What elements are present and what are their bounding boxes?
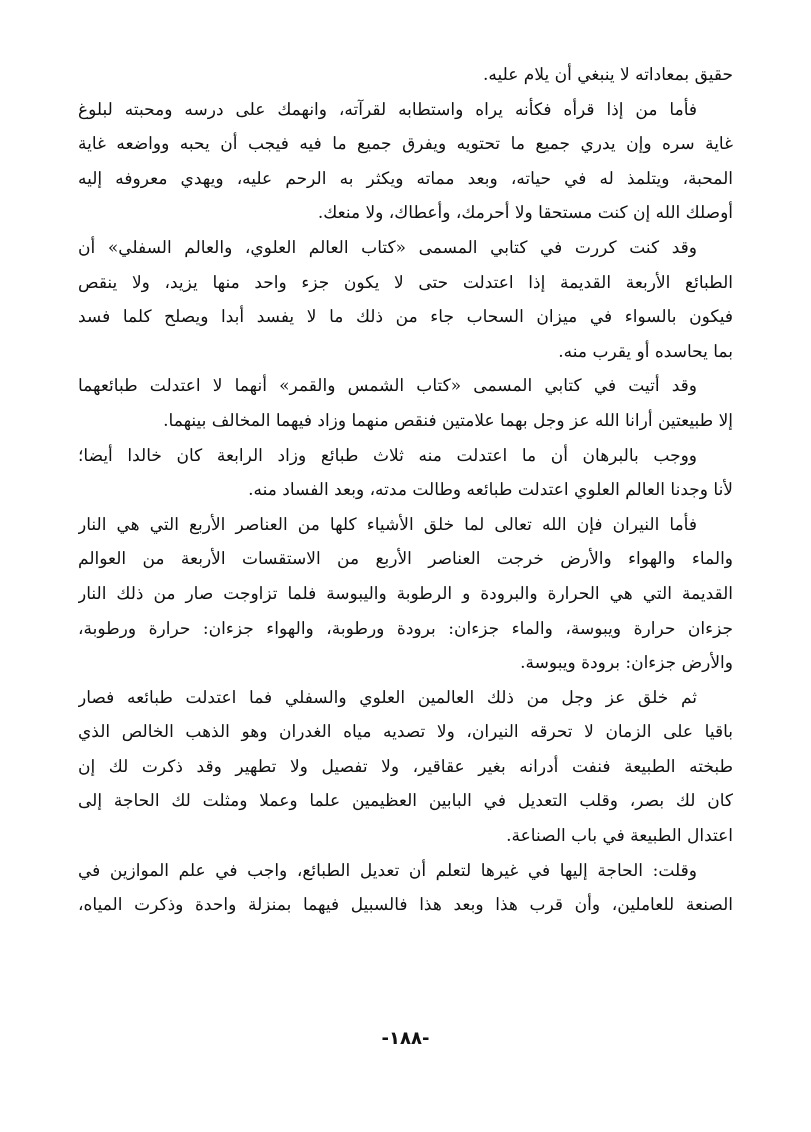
page-number: -١٨٨- (381, 1028, 430, 1049)
paragraph-start-line: ووجب بالبرهان أن ما اعتدلت منه ثلاث طبائع وزاد الرابعة كان خالدا أيضا؛ (78, 445, 697, 466)
text-line: إلا طبيعتين أرانا الله عز وجل بهما علامتين فنقص منهما وزاد فيهما المخالف بينهما. (163, 410, 733, 431)
paragraph-start-line: فأما النيران فإن الله تعالى لما خلق الأشياء كلها من العناصر الأربع التي هي النار (78, 514, 697, 535)
body-text (78, 58, 733, 923)
text-line: اعتدال الطبيعة في باب الصناعة. (506, 826, 733, 847)
paragraph-start-line: وقد أتيت في كتابي المسمى «كتاب الشمس والقمر» أنهما لا اعتدلت طبائعهما (78, 376, 697, 397)
text-line: والأرض جزءان: برودة ويبوسة. (520, 653, 733, 674)
text-line: الصنعة للعاملين، وأن قرب هذا وبعد هذا فالسبيل فيهما بمنزلة واحدة وذكرت المياه، (78, 895, 733, 916)
text-line: بما يحاسده أو يقرب منه. (558, 341, 733, 362)
paragraph-start-line: وقد كنت كررت في كتابي المسمى «كتاب العالم العلوي، والعالم السفلي» أن (78, 237, 697, 258)
text-line: طبخته الطبيعة فنفت أدرانه بغير عقاقير، ولا تفصيل ولا تطهير وقد ذكرت لك إن (78, 756, 733, 777)
text-line: المحبة، ويتلمذ له في حياته، وبعد مماته ويكثر به الرحم عليه، ويهدي معروفه إليه (78, 168, 733, 189)
text-line: أوصلك الله إن كنت مستحقا ولا أحرمك، وأعطاك، ولا منعك. (317, 203, 733, 224)
paragraph-start-line: فأما من إذا قرأه فكأنه يراه واستطابه لقرآته، وانهمك على درسه ومحبته لبلوغ (78, 99, 697, 120)
text-line: الطبائع الأربعة القديمة إذا اعتدلت حتى لا يكون جزء واحد منها يزيد، ولا ينقص (78, 272, 733, 293)
text-line: كان لك بصر، وقلب التعديل في البابين العظيمين علما وعملا ومثلت لك الحاجة إلى (78, 791, 733, 812)
text-line: القديمة التي هي الحرارة والبرودة و الرطوبة واليبوسة فلما تزاوجت صار من ذلك النار (78, 583, 733, 604)
paragraph-start-line: ثم خلق عز وجل من ذلك العالمين العلوي والسفلي فما اعتدلت طبائعه فصار (78, 687, 697, 708)
text-line: لأنا وجدنا العالم العلوي اعتدلت طبائعه وطالت مدته، وبعد الفساد منه. (248, 480, 733, 501)
text-line: والماء والهواء والأرض خرجت العناصر الأربع من الاستقسات الأربعة من العوالم (78, 549, 733, 570)
text-line: غاية سره وإن يدري جميع ما تحتويه ويفرق جميع ما فيه فيجب أن يحبه وواضعه غاية (78, 134, 733, 155)
paragraph-start-line: وقلت: الحاجة إليها في غيرها لتعلم أن تعديل الطبائع، واجب في علم الموازين في (78, 860, 697, 881)
text-line: باقيا على الزمان لا تحرقه النيران، ولا تصديه مياه الغدران وهو الذهب الخالص الذي (78, 722, 733, 743)
text-line: فيكون بالسواء في ميزان السحاب جاء من ذلك ما لا يفسد أبدا ويصلح كلما فسد (78, 307, 733, 328)
text-line: جزءان حرارة ويبوسة، والماء جزءان: برودة ورطوبة، والهواء جزءان: حرارة ورطوبة، (78, 618, 733, 639)
text-line: حقيق بمعاداته لا ينبغي أن يلام عليه. (482, 65, 733, 85)
